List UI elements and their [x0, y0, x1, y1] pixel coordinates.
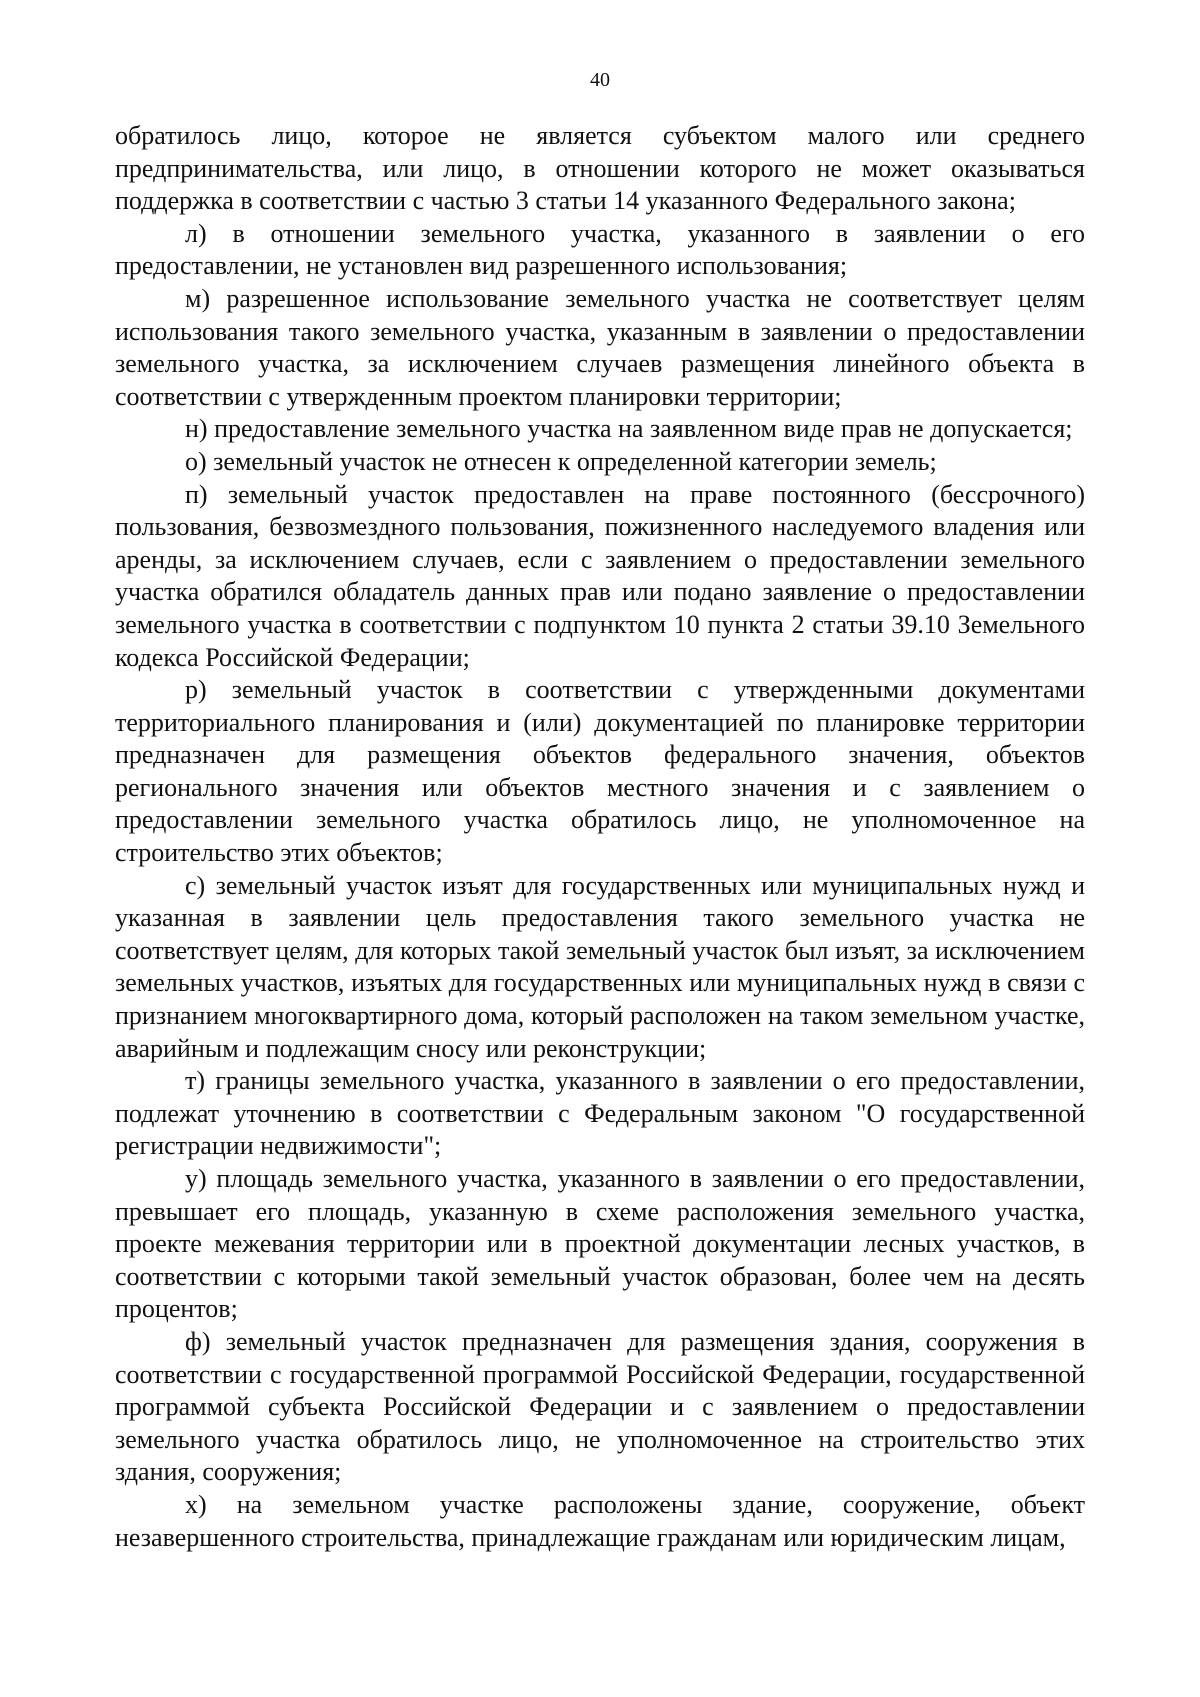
paragraph-item-l: л) в отношении земельного участка, указанного в заявлении о его предоставлении, не установлен вид разрешенного использования;	[115, 218, 1085, 281]
page-number: 40	[590, 69, 610, 91]
paragraph-item-p: п) земельный участок предоставлен на праве постоянного (бессрочного) пользования, безвозмездного пользования, пожизненного наследуемого владения или аренды, за исключением случаев, если с заявлением о предоставлении земельного участка обратился обладатель данных прав или подано заявление о предоставлении земельного участка в соответствии с подпунктом 10 пункта 2 статьи 39.10 Земельного кодекса Российской Федерации;	[115, 479, 1085, 672]
paragraph-item-n: н) предоставление земельного участка на заявленном виде прав не допускается;	[185, 414, 1073, 444]
paragraph-item-t: т) границы земельного участка, указанного в заявлении о его предоставлении, подлежат уточнению в соответствии с Федеральным законом "О государственной регистрации недвижимости";	[115, 1066, 1085, 1161]
paragraph-item-r: р) земельный участок в соответствии с утвержденными документами территориального планирования и (или) документацией по планировке территории предназначен для размещения объектов федерального значения, объектов регионального значения или объектов местного значения и с заявлением о предоставлении земельного участка обратилось лицо, не уполномоченное на строительство этих объектов;	[115, 675, 1085, 868]
paragraph-item-m: м) разрешенное использование земельного участка не соответствует целям использования такого земельного участка, указанным в заявлении о предоставлении земельного участка, за исключением случаев размещения линейного объекта в соответствии с утвержденным проектом планировки территории;	[115, 283, 1085, 411]
paragraph-item-o: о) земельный участок не отнесен к определенной категории земель;	[185, 446, 937, 476]
paragraph-item-f: ф) земельный участок предназначен для размещения здания, сооружения в соответствии с государственной программой Российской Федерации, государственной программой субъекта Российской Федерации и с заявлением о предоставлении земельного участка обратилось лицо, не уполномоченное на строительство этих здания, сооружения;	[115, 1326, 1085, 1487]
paragraph-item-kh: х) на земельном участке расположены здание, сооружение, объект незавершенного строительства, принадлежащие гражданам или юридическим лицам,	[115, 1489, 1085, 1552]
paragraph-item-s: с) земельный участок изъят для государственных или муниципальных нужд и указанная в заявлении цель предоставления такого земельного участка не соответствует целям, для которых такой земельный участок был изъят, за исключением земельных участков, изъятых для государственных или муниципальных нужд в связи с признанием многоквартирного дома, который расположен на таком земельном участке, аварийным и подлежащим сносу или реконструкции;	[115, 870, 1085, 1063]
document-body	[115, 120, 1085, 1554]
paragraph-item-u: у) площадь земельного участка, указанного в заявлении о его предоставлении, превышает его площадь, указанную в схеме расположения земельного участка, проекте межевания территории или в проектной документации лесных участков, в соответствии с которыми такой земельный участок образован, более чем на десять процентов;	[115, 1164, 1085, 1324]
paragraph-continuation: обратилось лицо, которое не является субъектом малого или среднего предпринимательства, или лицо, в отношении которого не может оказываться поддержка в соответствии с частью 3 статьи 14 указанного Федерального закона;	[115, 121, 1085, 216]
